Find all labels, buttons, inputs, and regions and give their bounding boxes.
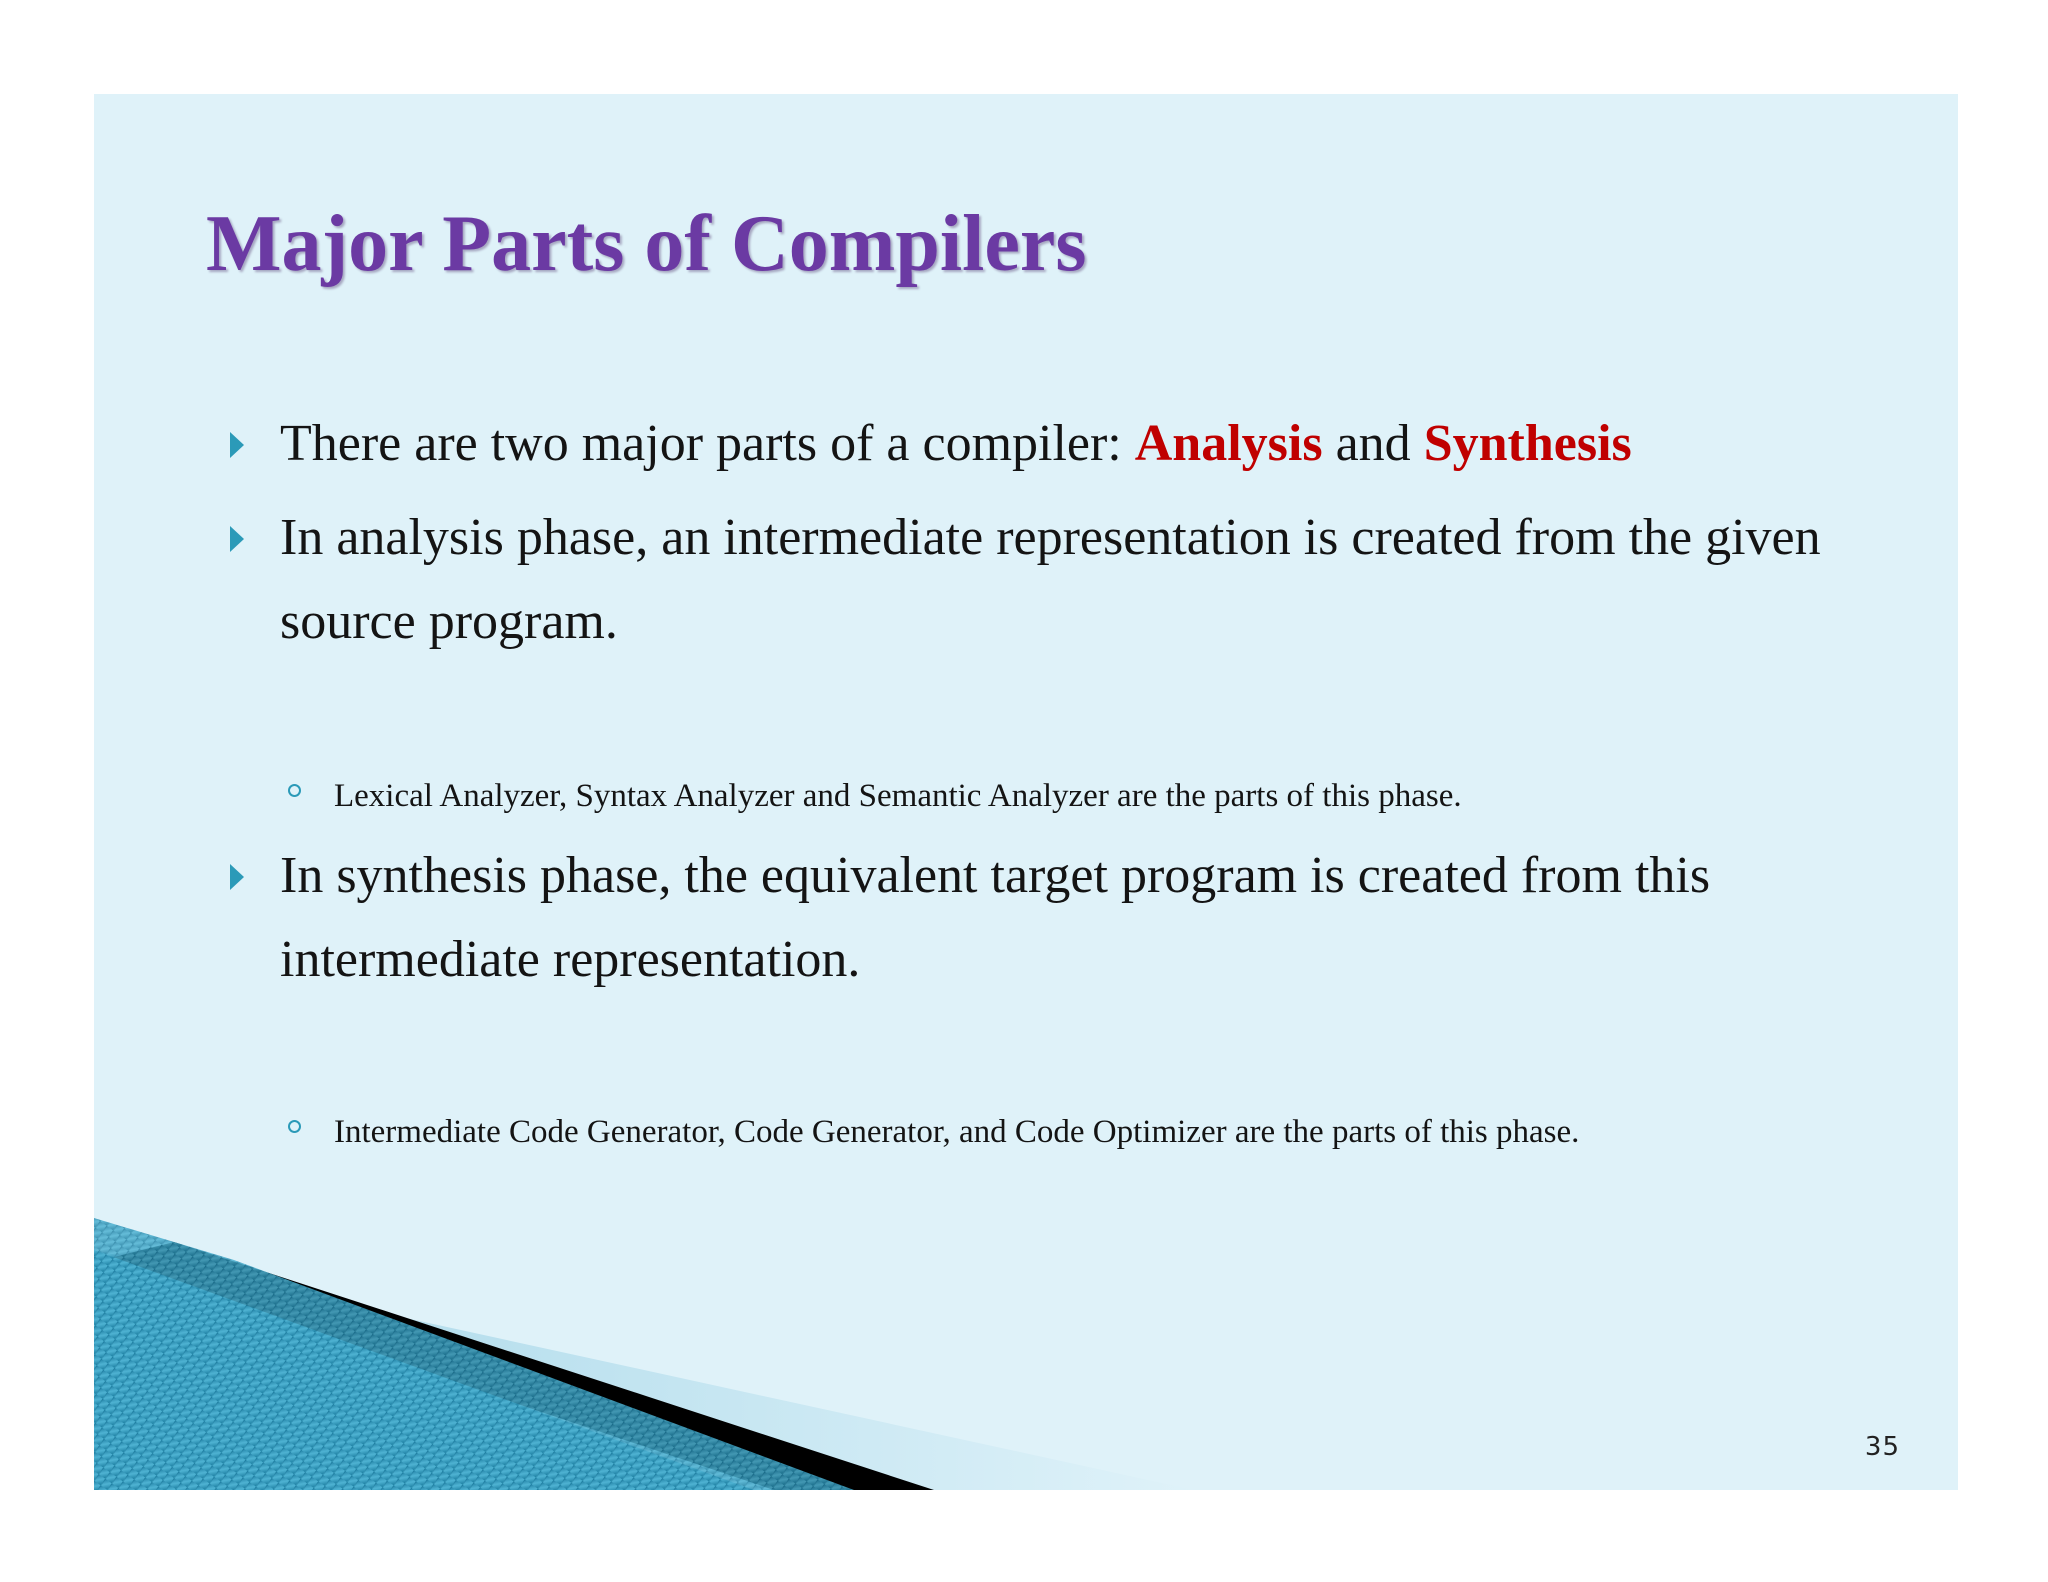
sub-bullet-analysis-parts — [334, 774, 1894, 818]
bullet-synthesis-phase — [280, 834, 1900, 1002]
highlight-analysis: Analysis — [1134, 415, 1323, 472]
bullet-text: There are two major parts of a compiler: — [280, 415, 1135, 472]
slide — [94, 94, 1958, 1490]
bullet-analysis-phase — [280, 496, 1900, 664]
bullet-parts-of-compiler — [280, 402, 1900, 486]
page-number: 35 — [1864, 1432, 1900, 1462]
slide-title: Major Parts of Compilers — [206, 200, 1087, 288]
ring-icon — [288, 784, 301, 797]
triangle-right-icon — [230, 526, 244, 552]
highlight-synthesis: Synthesis — [1423, 415, 1632, 472]
decorative-swoosh — [94, 1090, 1958, 1490]
triangle-right-icon — [230, 864, 244, 890]
sub-bullet-text: Intermediate Code Generator, Code Generator, and Code Optimizer are the parts of this phase. — [334, 1114, 1580, 1150]
bullet-text: and — [1322, 415, 1424, 472]
sub-bullet-text: Lexical Analyzer, Syntax Analyzer and Semantic Analyzer are the parts of this phase. — [334, 778, 1462, 814]
triangle-right-icon — [230, 432, 244, 458]
bullet-text: In synthesis phase, the equivalent target program is created from this intermediate representation. — [280, 847, 1711, 988]
bullet-text: In analysis phase, an intermediate representation is created from the given source program. — [280, 509, 1821, 650]
